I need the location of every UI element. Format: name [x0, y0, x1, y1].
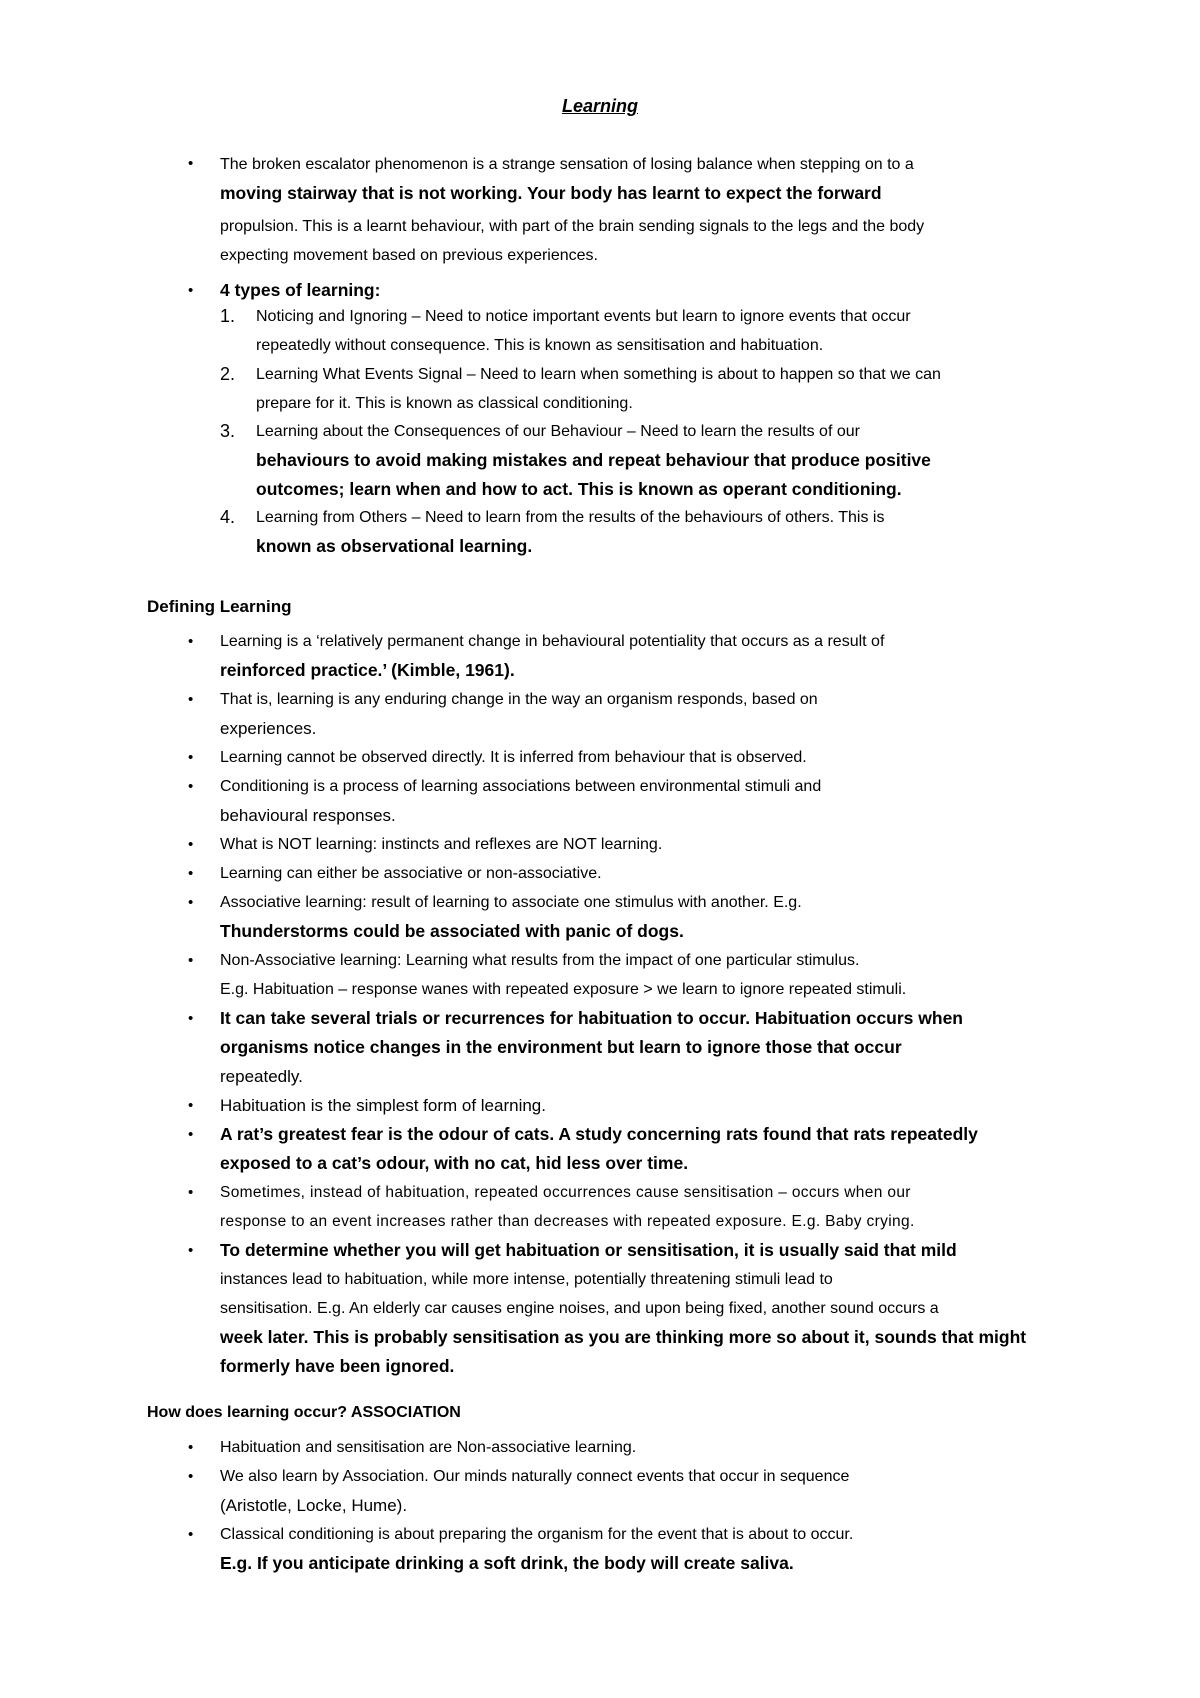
bullet-marker: • [188, 1439, 194, 1456]
text-line: Non-Associative learning: Learning what results from the impact of one particular stimulus. [220, 952, 860, 969]
text-line: outcomes; learn when and how to act. This is known as operant conditioning. [256, 479, 902, 499]
list-item [220, 150, 1080, 270]
text-line: reinforced practice.’ (Kimble, 1961). [220, 660, 515, 680]
text-line: repeatedly. [220, 1067, 303, 1086]
text-line: prepare for it. This is known as classical conditioning. [256, 395, 633, 412]
bullet-marker: • [188, 1097, 194, 1114]
bullet-marker: • [188, 1184, 194, 1201]
list-item [220, 627, 1080, 685]
text-line: E.g. If you anticipate drinking a soft drink, the body will create saliva. [220, 1553, 794, 1573]
text-line: Sometimes, instead of habituation, repeated occurrences cause sensitisation – occurs when our [220, 1184, 911, 1201]
list-item [256, 417, 1076, 504]
list-item [220, 888, 1080, 946]
bullet-marker: • [188, 1010, 194, 1027]
page-title: Learning [561, 96, 638, 116]
text-line: Learning What Events Signal – Need to learn when something is about to happen so that we can [256, 366, 941, 383]
text-line: Habituation is the simplest form of learning. [220, 1096, 546, 1115]
list-item [256, 503, 1076, 561]
bullet-marker: • [188, 1468, 194, 1485]
bullet-marker: • [188, 1242, 194, 1259]
list-item [220, 1433, 1080, 1462]
bullet-marker: • [188, 778, 194, 795]
list-item [220, 1236, 1080, 1381]
list-item [220, 946, 1080, 1004]
list-number: 3. [220, 421, 236, 441]
bullet-marker: • [188, 894, 194, 911]
bullet-marker: • [188, 691, 194, 708]
list-item [256, 302, 1076, 360]
bullet-marker: • [188, 633, 194, 650]
text-line: 4 types of learning: [220, 280, 381, 300]
bullet-marker: • [188, 865, 194, 882]
list-number: 4. [220, 507, 236, 527]
list-item [220, 743, 1080, 772]
list-item [220, 685, 1080, 743]
text-line: Learning cannot be observed directly. It is inferred from behaviour that is observed. [220, 749, 807, 766]
text-line: We also learn by Association. Our minds naturally connect events that occur in sequence [220, 1468, 850, 1485]
bullet-marker: • [188, 749, 194, 766]
text-line: moving stairway that is not working. Your body has learnt to expect the forward [220, 183, 882, 203]
text-line: known as observational learning. [256, 536, 533, 556]
text-line: A rat’s greatest fear is the odour of cats. A study concerning rats found that rats repeatedly [220, 1124, 978, 1144]
text-line: repeatedly without consequence. This is known as sensitisation and habituation. [256, 337, 824, 354]
section-heading: Defining Learning [147, 597, 292, 616]
text-line: To determine whether you will get habituation or sensitisation, it is usually said that mild [220, 1240, 957, 1260]
bullet-marker: • [188, 282, 194, 299]
list-item [220, 1520, 1080, 1578]
text-line: The broken escalator phenomenon is a strange sensation of losing balance when stepping on to a [220, 156, 914, 173]
text-line: propulsion. This is a learnt behaviour, with part of the brain sending signals to the legs and the body [220, 218, 925, 235]
bullet-marker: • [188, 1526, 194, 1543]
text-line: Associative learning: result of learning to associate one stimulus with another. E.g. [220, 894, 802, 911]
text-line: behaviours to avoid making mistakes and repeat behaviour that produce positive [256, 450, 931, 470]
text-line: Classical conditioning is about preparing the organism for the event that is about to occur. [220, 1526, 854, 1543]
text-line: (Aristotle, Locke, Hume). [220, 1496, 408, 1515]
text-line: Noticing and Ignoring – Need to notice important events but learn to ignore events that occur [256, 308, 911, 325]
list-item [220, 859, 1080, 888]
list-number: 2. [220, 364, 236, 384]
list-item [220, 1004, 1080, 1091]
text-line: expecting movement based on previous experiences. [220, 247, 598, 264]
list-item [220, 772, 1080, 830]
text-line: Learning about the Consequences of our Behaviour – Need to learn the results of our [256, 423, 860, 440]
bullet-marker: • [188, 155, 194, 172]
text-line: It can take several trials or recurrences for habituation to occur. Habituation occurs when [220, 1008, 963, 1028]
text-line: E.g. Habituation – response wanes with repeated exposure > we learn to ignore repeated stimuli. [220, 981, 907, 998]
list-item [220, 276, 1080, 305]
text-line: Learning from Others – Need to learn from the results of the behaviours of others. This is [256, 509, 885, 526]
text-line: behavioural responses. [220, 806, 396, 825]
text-line: What is NOT learning: instincts and reflexes are NOT learning. [220, 836, 663, 853]
list-item [256, 360, 1076, 418]
text-line: Learning is a ‘relatively permanent change in behavioural potentiality that occurs as a result of [220, 633, 885, 650]
text-line: week later. This is probably sensitisation as you are thinking more so about it, sounds that might [220, 1327, 1027, 1347]
list-item [220, 1120, 1080, 1178]
list-item [220, 1091, 1080, 1120]
bullet-marker: • [188, 1126, 194, 1143]
text-line: response to an event increases rather than decreases with repeated exposure. E.g. Baby crying. [220, 1213, 915, 1230]
text-line: sensitisation. E.g. An elderly car causes engine noises, and upon being fixed, another sound occurs a [220, 1300, 939, 1317]
text-line: Learning can either be associative or non-associative. [220, 865, 602, 882]
list-item [220, 1462, 1080, 1520]
text-line: Conditioning is a process of learning associations between environmental stimuli and [220, 778, 822, 795]
text-line: formerly have been ignored. [220, 1356, 455, 1376]
list-item [220, 830, 1080, 859]
text-line: Habituation and sensitisation are Non-associative learning. [220, 1439, 637, 1456]
text-line: instances lead to habituation, while more intense, potentially threatening stimuli lead to [220, 1271, 833, 1288]
bullet-marker: • [188, 836, 194, 853]
text-line: That is, learning is any enduring change in the way an organism responds, based on [220, 691, 818, 708]
list-number: 1. [220, 306, 236, 326]
text-line: Thunderstorms could be associated with panic of dogs. [220, 921, 684, 941]
text-line: organisms notice changes in the environment but learn to ignore those that occur [220, 1037, 902, 1057]
bullet-marker: • [188, 952, 194, 969]
section-heading: How does learning occur? ASSOCIATION [147, 1404, 461, 1421]
text-line: exposed to a cat’s odour, with no cat, hid less over time. [220, 1153, 689, 1173]
list-item [220, 1178, 1080, 1236]
text-line: experiences. [220, 719, 317, 738]
